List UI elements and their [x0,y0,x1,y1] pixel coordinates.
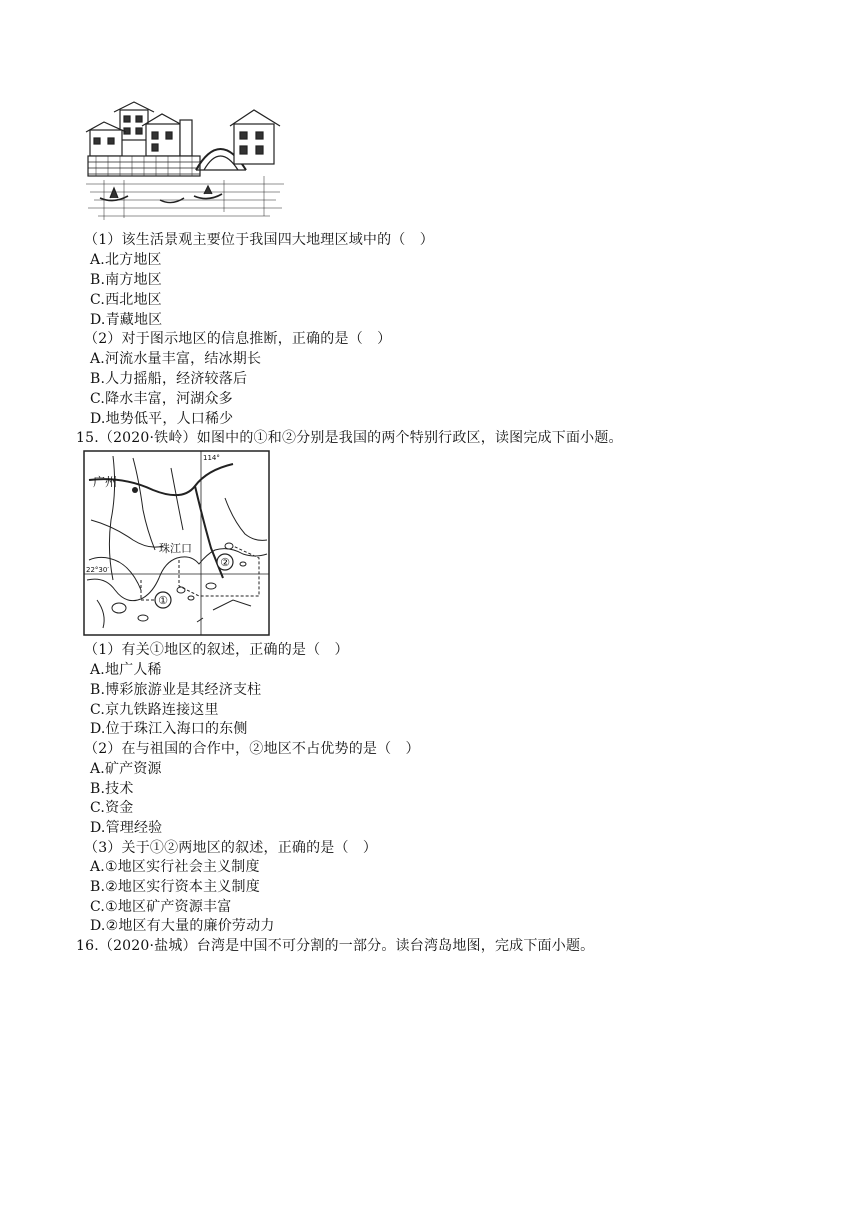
q15-sub3-option-c[interactable]: C.①地区矿产资源丰富 [90,899,232,915]
q16-stem: 16.（2020·盐城）台湾是中国不可分割的一部分。读台湾岛地图，完成下面小题。 [76,938,595,954]
map-label-longitude: 114° [203,454,220,462]
pearl-river-estuary-map [83,450,270,636]
q15-sub2-option-d[interactable]: D.管理经验 [90,820,163,836]
map-label-latitude: 22°30′ [86,566,109,574]
q14-sub1-stem: （1）该生活景观主要位于我国四大地理区域中的（ ） [84,232,434,248]
water-town-illustration [84,100,286,224]
q14-sub2-option-a[interactable]: A.河流水量丰富，结冰期长 [90,351,262,367]
q15-sub2-option-c[interactable]: C.资金 [90,800,134,816]
q14-sub2-option-d[interactable]: D.地势低平，人口稀少 [90,411,234,427]
q15-sub3-stem: （3）关于①②两地区的叙述，正确的是（ ） [84,840,378,856]
q15-sub2-option-a[interactable]: A.矿产资源 [90,761,162,777]
q15-sub1-option-d[interactable]: D.位于珠江入海口的东侧 [90,721,248,737]
q15-stem: 15.（2020·铁岭）如图中的①和②分别是我国的两个特别行政区，读图完成下面小题。 [76,430,623,446]
q15-sub1-option-c[interactable]: C.京九铁路连接这里 [90,702,219,718]
q14-sub2-stem: （2）对于图示地区的信息推断，正确的是（ ） [84,331,392,347]
q14-sub1-option-a[interactable]: A.北方地区 [90,252,162,268]
q15-sub2-stem: （2）在与祖国的合作中，②地区不占优势的是（ ） [84,741,420,757]
q14-sub1-option-c[interactable]: C.西北地区 [90,292,162,308]
map-marker-2: ② [220,556,230,569]
q15-sub3-option-a[interactable]: A.①地区实行社会主义制度 [90,859,260,875]
q15-sub1-option-a[interactable]: A.地广人稀 [90,662,162,678]
map-label-guangzhou: 广州 [93,475,118,489]
map-marker-1: ① [158,594,168,607]
q14-sub1-option-b[interactable]: B.南方地区 [90,272,162,288]
q15-sub1-stem: （1）有关①地区的叙述，正确的是（ ） [84,642,349,658]
q15-sub1-option-b[interactable]: B.博彩旅游业是其经济支柱 [90,682,262,698]
q14-sub1-option-d[interactable]: D.青藏地区 [90,312,163,328]
map-label-estuary: 珠江口 [159,542,192,555]
q15-sub2-option-b[interactable]: B.技术 [90,781,134,797]
q15-sub3-option-b[interactable]: B.②地区实行资本主义制度 [90,879,260,895]
q14-sub2-option-c[interactable]: C.降水丰富，河湖众多 [90,391,233,407]
q14-sub2-option-b[interactable]: B.人力摇船，经济较落后 [90,371,248,387]
q15-sub3-option-d[interactable]: D.②地区有大量的廉价劳动力 [90,918,275,934]
